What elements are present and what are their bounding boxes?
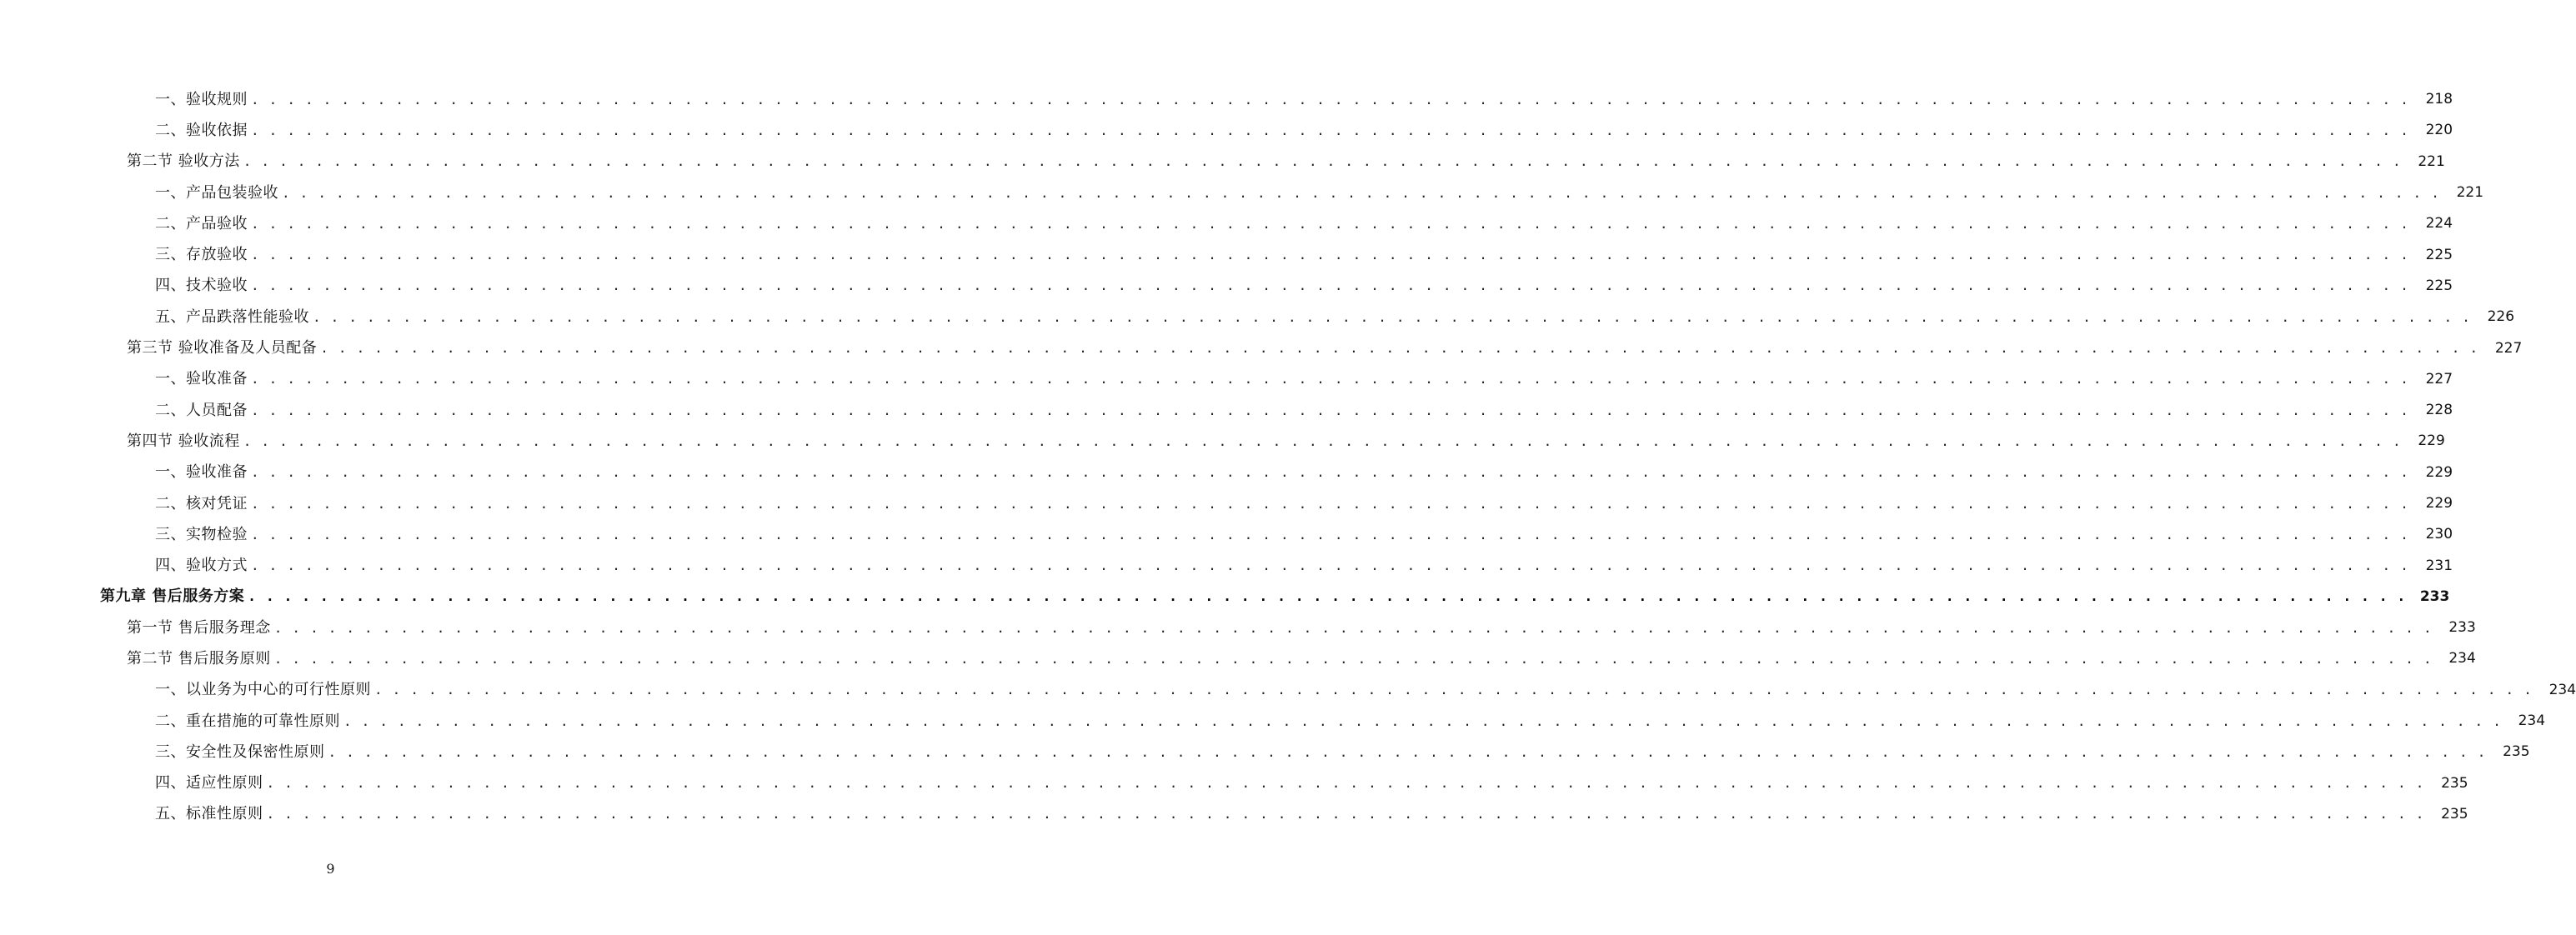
toc-entry-title: 二、验收依据: [155, 121, 248, 139]
toc-section-entry[interactable]: [0, 643, 2476, 674]
page-number: 9: [326, 861, 335, 877]
toc-entry-title: 四、适应性原则: [155, 774, 263, 792]
toc-entry-title: 三、实物检验: [155, 525, 248, 543]
toc-entry-title: 四、验收方式: [155, 557, 248, 575]
toc-entry-page-number: 225: [2425, 246, 2453, 263]
toc-entry-page-number: 229: [2425, 495, 2453, 512]
toc-entry-page-number: 229: [2418, 432, 2445, 450]
toc-dot-leader: . . . . . . . . . . . . . . . . . . . . . . . . . . . . . . . . . . . . . . . . . . . . . . . . . . . . . . . . . . . . . . . . . . . . . . . . . . . . . . . . . . . . . . . . . . . . . . . . . . . . . . . . . . . . . . . . . . . . . . . .: [282, 184, 2441, 201]
toc-subsection-entry[interactable]: [0, 395, 2453, 426]
toc-dot-leader: . . . . . . . . . . . . . . . . . . . . . . . . . . . . . . . . . . . . . . . . . . . . . . . . . . . . . . . . . . . . . . . . . . . . . . . . . . . . . . . . . . . . . . . . . . . . . . . . . . . . . . . . . . . . . . . . . . . . . . . .: [251, 402, 2410, 418]
toc-subsection-entry[interactable]: [0, 302, 2515, 332]
toc-subsection-entry[interactable]: [0, 208, 2453, 239]
toc-subsection-entry[interactable]: [0, 768, 2468, 799]
toc-entry-title: 第三节 验收准备及人员配备: [127, 339, 318, 358]
toc-subsection-entry[interactable]: [0, 675, 2576, 706]
toc-entry-title: 五、产品跌落性能验收: [155, 308, 309, 326]
table-of-contents: [0, 84, 2576, 830]
toc-section-entry[interactable]: [0, 147, 2445, 178]
toc-entry-page-number: 235: [2503, 743, 2530, 761]
toc-entry-title: 四、技术验收: [155, 277, 248, 295]
toc-dot-leader: . . . . . . . . . . . . . . . . . . . . . . . . . . . . . . . . . . . . . . . . . . . . . . . . . . . . . . . . . . . . . . . . . . . . . . . . . . . . . . . . . . . . . . . . . . . . . . . . . . . . . . . . . . . . . . . . . . . . . . . .: [251, 215, 2410, 232]
toc-chapter-entry[interactable]: [0, 582, 2450, 612]
toc-subsection-entry[interactable]: [0, 178, 2484, 208]
toc-entry-page-number: 230: [2425, 526, 2453, 543]
toc-entry-page-number: 218: [2425, 91, 2453, 108]
toc-dot-leader: . . . . . . . . . . . . . . . . . . . . . . . . . . . . . . . . . . . . . . . . . . . . . . . . . . . . . . . . . . . . . . . . . . . . . . . . . . . . . . . . . . . . . . . . . . . . . . . . . . . . . . . . . . . . . . . . . . . . . . . .: [251, 247, 2410, 263]
toc-entry-page-number: 227: [2494, 339, 2523, 357]
toc-dot-leader: . . . . . . . . . . . . . . . . . . . . . . . . . . . . . . . . . . . . . . . . . . . . . . . . . . . . . . . . . . . . . . . . . . . . . . . . . . . . . . . . . . . . . . . . . . . . . . . . . . . . . . . . . . . . . . . . . . . . . . . .: [343, 712, 2503, 729]
toc-entry-title: 二、人员配备: [155, 401, 248, 419]
toc-entry-page-number: 235: [2441, 805, 2468, 822]
toc-entry-title: 第九章 售后服务方案: [100, 588, 245, 606]
toc-dot-leader: . . . . . . . . . . . . . . . . . . . . . . . . . . . . . . . . . . . . . . . . . . . . . . . . . . . . . . . . . . . . . . . . . . . . . . . . . . . . . . . . . . . . . . . . . . . . . . . . . . . . . . . . . . . . . . . . . . . . . . . .: [273, 650, 2433, 667]
toc-subsection-entry[interactable]: [0, 737, 2530, 768]
toc-entry-title: 一、验收准备: [155, 463, 248, 482]
toc-dot-leader: . . . . . . . . . . . . . . . . . . . . . . . . . . . . . . . . . . . . . . . . . . . . . . . . . . . . . . . . . . . . . . . . . . . . . . . . . . . . . . . . . . . . . . . . . . . . . . . . . . . . . . . . . . . . . . . . . . . . . . . .: [320, 340, 2479, 357]
toc-entry-page-number: 225: [2425, 277, 2453, 294]
toc-subsection-entry[interactable]: [0, 706, 2546, 737]
toc-entry-page-number: 233: [2419, 588, 2450, 605]
toc-dot-leader: . . . . . . . . . . . . . . . . . . . . . . . . . . . . . . . . . . . . . . . . . . . . . . . . . . . . . . . . . . . . . . . . . . . . . . . . . . . . . . . . . . . . . . . . . . . . . . . . . . . . . . . . . . . . . . . . . . . . . . . .: [313, 308, 2472, 325]
toc-entry-title: 五、标准性原则: [155, 805, 263, 823]
toc-dot-leader: . . . . . . . . . . . . . . . . . . . . . . . . . . . . . . . . . . . . . . . . . . . . . . . . . . . . . . . . . . . . . . . . . . . . . . . . . . . . . . . . . . . . . . . . . . . . . . . . . . . . . . . . . . . . . . . . . . . . . . . .: [243, 432, 2402, 449]
toc-entry-page-number: 234: [2448, 650, 2476, 668]
toc-subsection-entry[interactable]: [0, 84, 2453, 115]
toc-entry-title: 一、验收规则: [155, 90, 248, 108]
toc-subsection-entry[interactable]: [0, 550, 2453, 581]
toc-entry-page-number: 234: [2518, 712, 2546, 730]
toc-entry-page-number: 235: [2441, 774, 2468, 792]
toc-dot-leader: . . . . . . . . . . . . . . . . . . . . . . . . . . . . . . . . . . . . . . . . . . . . . . . . . . . . . . . . . . . . . . . . . . . . . . . . . . . . . . . . . . . . . . . . . . . . . . . . . . . . . . . . . . . . . . . . . . . . . . . .: [251, 122, 2410, 138]
toc-subsection-entry[interactable]: [0, 239, 2453, 270]
toc-dot-leader: . . . . . . . . . . . . . . . . . . . . . . . . . . . . . . . . . . . . . . . . . . . . . . . . . . . . . . . . . . . . . . . . . . . . . . . . . . . . . . . . . . . . . . . . . . . . . . . . . . . . . . . . . . . . . . . . . . . . . . . .: [248, 588, 2407, 605]
toc-dot-leader: . . . . . . . . . . . . . . . . . . . . . . . . . . . . . . . . . . . . . . . . . . . . . . . . . . . . . . . . . . . . . . . . . . . . . . . . . . . . . . . . . . . . . . . . . . . . . . . . . . . . . . . . . . . . . . . . . . . . . . . .: [328, 743, 2487, 760]
toc-entry-title: 三、安全性及保密性原则: [155, 742, 325, 761]
toc-dot-leader: . . . . . . . . . . . . . . . . . . . . . . . . . . . . . . . . . . . . . . . . . . . . . . . . . . . . . . . . . . . . . . . . . . . . . . . . . . . . . . . . . . . . . . . . . . . . . . . . . . . . . . . . . . . . . . . . . . . . . . . .: [251, 464, 2410, 481]
toc-entry-page-number: 221: [2418, 152, 2445, 170]
toc-entry-title: 第二节 售后服务原则: [127, 649, 271, 668]
toc-subsection-entry[interactable]: [0, 364, 2453, 395]
toc-entry-page-number: 228: [2425, 402, 2453, 419]
toc-dot-leader: . . . . . . . . . . . . . . . . . . . . . . . . . . . . . . . . . . . . . . . . . . . . . . . . . . . . . . . . . . . . . . . . . . . . . . . . . . . . . . . . . . . . . . . . . . . . . . . . . . . . . . . . . . . . . . . . . . . . . . . .: [251, 526, 2410, 542]
toc-subsection-entry[interactable]: [0, 458, 2453, 488]
toc-entry-page-number: 220: [2425, 122, 2453, 139]
toc-dot-leader: . . . . . . . . . . . . . . . . . . . . . . . . . . . . . . . . . . . . . . . . . . . . . . . . . . . . . . . . . . . . . . . . . . . . . . . . . . . . . . . . . . . . . . . . . . . . . . . . . . . . . . . . . . . . . . . . . . . . . . . .: [266, 775, 2425, 792]
toc-entry-title: 一、验收准备: [155, 370, 248, 388]
toc-entry-page-number: 226: [2487, 308, 2515, 326]
toc-entry-title: 第四节 验收流程: [127, 432, 240, 450]
toc-entry-title: 二、产品验收: [155, 214, 248, 232]
toc-section-entry[interactable]: [0, 426, 2445, 457]
toc-entry-title: 一、以业务为中心的可行性原则: [155, 681, 371, 699]
toc-dot-leader: . . . . . . . . . . . . . . . . . . . . . . . . . . . . . . . . . . . . . . . . . . . . . . . . . . . . . . . . . . . . . . . . . . . . . . . . . . . . . . . . . . . . . . . . . . . . . . . . . . . . . . . . . . . . . . . . . . . . . . . .: [251, 371, 2410, 388]
toc-entry-page-number: 231: [2425, 557, 2453, 574]
toc-entry-page-number: 234: [2548, 681, 2576, 698]
toc-subsection-entry[interactable]: [0, 799, 2468, 830]
toc-section-entry[interactable]: [0, 332, 2523, 363]
toc-entry-page-number: 227: [2425, 370, 2453, 388]
toc-subsection-entry[interactable]: [0, 115, 2453, 146]
toc-dot-leader: . . . . . . . . . . . . . . . . . . . . . . . . . . . . . . . . . . . . . . . . . . . . . . . . . . . . . . . . . . . . . . . . . . . . . . . . . . . . . . . . . . . . . . . . . . . . . . . . . . . . . . . . . . . . . . . . . . . . . . . .: [251, 91, 2410, 108]
toc-dot-leader: . . . . . . . . . . . . . . . . . . . . . . . . . . . . . . . . . . . . . . . . . . . . . . . . . . . . . . . . . . . . . . . . . . . . . . . . . . . . . . . . . . . . . . . . . . . . . . . . . . . . . . . . . . . . . . . . . . . . . . . .: [374, 682, 2533, 698]
toc-entry-page-number: 229: [2425, 463, 2453, 481]
toc-dot-leader: . . . . . . . . . . . . . . . . . . . . . . . . . . . . . . . . . . . . . . . . . . . . . . . . . . . . . . . . . . . . . . . . . . . . . . . . . . . . . . . . . . . . . . . . . . . . . . . . . . . . . . . . . . . . . . . . . . . . . . . .: [243, 153, 2402, 170]
toc-entry-title: 第二节 验收方法: [127, 152, 240, 171]
toc-dot-leader: . . . . . . . . . . . . . . . . . . . . . . . . . . . . . . . . . . . . . . . . . . . . . . . . . . . . . . . . . . . . . . . . . . . . . . . . . . . . . . . . . . . . . . . . . . . . . . . . . . . . . . . . . . . . . . . . . . . . . . . .: [266, 806, 2425, 822]
toc-subsection-entry[interactable]: [0, 488, 2453, 519]
toc-entry-page-number: 233: [2448, 619, 2476, 637]
toc-entry-title: 三、存放验收: [155, 246, 248, 264]
toc-dot-leader: . . . . . . . . . . . . . . . . . . . . . . . . . . . . . . . . . . . . . . . . . . . . . . . . . . . . . . . . . . . . . . . . . . . . . . . . . . . . . . . . . . . . . . . . . . . . . . . . . . . . . . . . . . . . . . . . . . . . . . . .: [251, 495, 2410, 512]
toc-entry-title: 二、核对凭证: [155, 494, 248, 512]
toc-entry-title: 第一节 售后服务理念: [127, 618, 271, 637]
toc-dot-leader: . . . . . . . . . . . . . . . . . . . . . . . . . . . . . . . . . . . . . . . . . . . . . . . . . . . . . . . . . . . . . . . . . . . . . . . . . . . . . . . . . . . . . . . . . . . . . . . . . . . . . . . . . . . . . . . . . . . . . . . .: [273, 619, 2433, 636]
toc-entry-page-number: 224: [2425, 215, 2453, 232]
toc-entry-title: 二、重在措施的可靠性原则: [155, 712, 340, 730]
toc-dot-leader: . . . . . . . . . . . . . . . . . . . . . . . . . . . . . . . . . . . . . . . . . . . . . . . . . . . . . . . . . . . . . . . . . . . . . . . . . . . . . . . . . . . . . . . . . . . . . . . . . . . . . . . . . . . . . . . . . . . . . . . .: [251, 558, 2410, 574]
toc-subsection-entry[interactable]: [0, 271, 2453, 302]
toc-dot-leader: . . . . . . . . . . . . . . . . . . . . . . . . . . . . . . . . . . . . . . . . . . . . . . . . . . . . . . . . . . . . . . . . . . . . . . . . . . . . . . . . . . . . . . . . . . . . . . . . . . . . . . . . . . . . . . . . . . . . . . . .: [251, 278, 2410, 294]
toc-entry-title: 一、产品包装验收: [155, 183, 278, 202]
toc-entry-page-number: 221: [2456, 184, 2484, 202]
toc-subsection-entry[interactable]: [0, 519, 2453, 550]
toc-section-entry[interactable]: [0, 612, 2476, 643]
